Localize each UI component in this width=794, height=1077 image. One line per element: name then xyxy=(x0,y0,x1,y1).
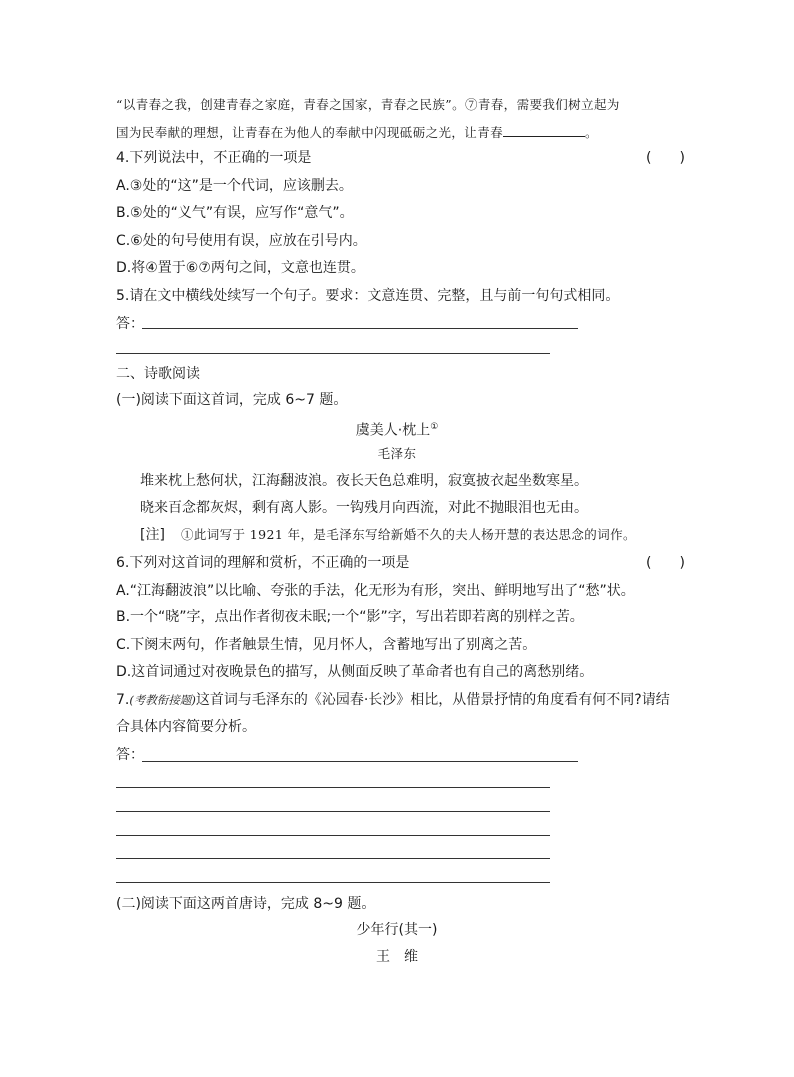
poem1-note-mark: ① xyxy=(430,422,439,432)
q7-answer-line-5[interactable] xyxy=(116,858,550,859)
poem1-title xyxy=(0,417,794,441)
q7-answer-line-6[interactable] xyxy=(116,882,550,883)
q4-option-d: D.将④置于⑥⑦两句之间，文意也连贯。 xyxy=(116,260,365,276)
q4-option-b: B.⑤处的“义气”有误，应写作“意气”。 xyxy=(116,205,354,221)
q7-answer-line-4[interactable] xyxy=(116,835,550,836)
poem2-title: 少年行(其一) xyxy=(356,922,438,938)
q6-option-d: D.这首词通过对夜晚景色的描写，从侧面反映了革命者也有自己的离愁别绪。 xyxy=(116,664,594,680)
q7-answer-line-3[interactable] xyxy=(116,811,550,812)
q5-answer-label: 答： xyxy=(116,316,144,332)
passage-line-2 xyxy=(116,122,598,143)
poem1-line-2: 晓来百念都灰烬，剩有离人影。一钩残月向西流，对此不抛眼泪也无由。 xyxy=(140,500,588,516)
poem1-author: 毛泽东 xyxy=(377,446,417,461)
part2-intro: (二)阅读下面这两首唐诗，完成 8~9 题。 xyxy=(116,896,376,912)
q4-answer-paren[interactable]: ( ) xyxy=(646,150,685,166)
section2-heading: 二、诗歌阅读 xyxy=(116,366,200,382)
poem1-note-text: ①此词写于 1921 年，是毛泽东写给新婚不久的夫人杨开慧的表达思念的词作。 xyxy=(180,527,636,542)
q7-stem-line-2: 合具体内容简要分析。 xyxy=(116,719,256,735)
q6-option-b: B.一个“晓”字，点出作者彻夜未眠;一个“影”字，写出若即若离的别样之苦。 xyxy=(116,609,584,625)
poem2-author: 王 维 xyxy=(376,949,418,965)
q7-stem xyxy=(116,690,670,710)
poem1-line-1: 堆来枕上愁何状，江海翻波浪。夜长天色总难明，寂寞披衣起坐数寒星。 xyxy=(140,473,588,489)
q4-stem: 4.下列说法中，不正确的一项是 xyxy=(116,150,312,166)
fill-blank[interactable] xyxy=(503,122,585,137)
q6-stem: 6.下列对这首词的理解和赏析，不正确的一项是 xyxy=(116,555,410,571)
poem1-title-text: 虞美人·枕上 xyxy=(355,422,431,439)
q4-option-c: C.⑥处的句号使用有误，应放在引号内。 xyxy=(116,233,367,249)
poem1-note xyxy=(140,525,636,545)
passage-line-2-end: 。 xyxy=(585,125,598,140)
q7-answer-label: 答： xyxy=(116,747,144,763)
q7-tag: (考教衔接题) xyxy=(129,693,196,707)
q7-answer-line-1[interactable] xyxy=(142,761,578,762)
q5-stem: 5.请在文中横线处续写一个句子。要求：文意连贯、完整，且与前一句句式相同。 xyxy=(116,288,620,304)
q6-option-a: A.“江海翻波浪”以比喻、夸张的手法，化无形为有形，突出、鲜明地写出了“愁”状。 xyxy=(116,583,635,599)
q6-option-c: C.下阕末两句，作者触景生情，见月怀人，含蓄地写出了别离之苦。 xyxy=(116,637,537,653)
passage-line-2-text: 国为民奉献的理想，让青春在为他人的奉献中闪现砥砺之光，让青春 xyxy=(116,125,504,140)
q7-answer-line-2[interactable] xyxy=(116,787,550,788)
q5-answer-line-2[interactable] xyxy=(116,353,550,354)
passage-line-1: “以青春之我，创建青春之家庭，青春之国家，青春之民族”。⑦青春，需要我们树立起为 xyxy=(116,97,620,112)
q7-stem-text: 这首词与毛泽东的《沁园春·长沙》相比，从借景抒情的角度看有何不同?请结 xyxy=(195,692,670,708)
q4-option-a: A.③处的“这”是一个代词，应该删去。 xyxy=(116,178,353,194)
q6-answer-paren[interactable]: ( ) xyxy=(646,555,685,571)
q7-number: 7. xyxy=(116,692,130,708)
q5-answer-line-1[interactable] xyxy=(142,328,578,329)
part1-intro: (一)阅读下面这首词，完成 6~7 题。 xyxy=(116,392,348,408)
poem1-note-label: [注] xyxy=(140,527,165,543)
